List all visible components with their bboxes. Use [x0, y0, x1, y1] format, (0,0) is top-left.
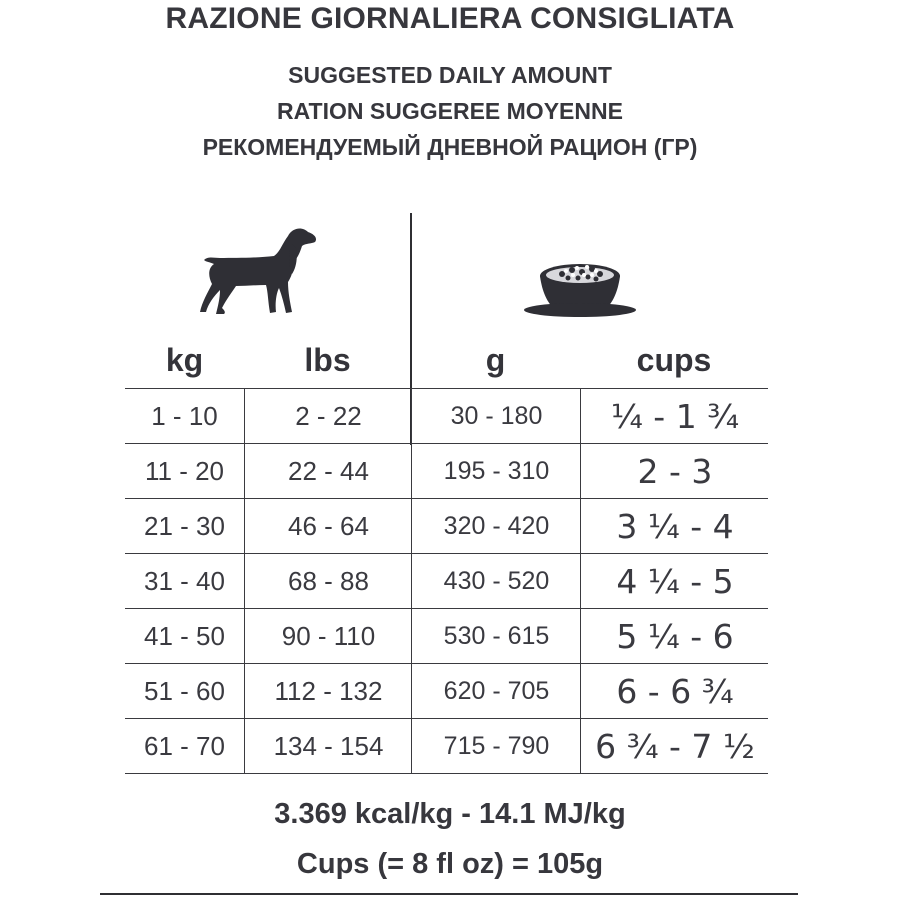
cell-g: 715 - 790: [411, 719, 581, 773]
subtitle-english: SUGGESTED DAILY AMOUNT: [288, 62, 612, 88]
bottom-divider: [100, 893, 798, 895]
cup-conversion: Cups (= 8 fl oz) = 105g: [296, 848, 604, 880]
column-header-g: g: [485, 342, 506, 378]
cell-cups: 6 ¾ - 7 ½: [580, 719, 769, 773]
subtitle-french: RATION SUGGEREE MOYENNE: [277, 98, 623, 124]
cell-lbs: 2 - 22: [244, 389, 412, 443]
cell-g: 195 - 310: [411, 444, 581, 498]
column-header-cups: cups: [636, 342, 712, 378]
cell-lbs: 112 - 132: [244, 664, 412, 718]
cell-cups: 4 ¼ - 5: [580, 554, 769, 608]
feeding-table: [125, 388, 768, 774]
cell-g: 620 - 705: [411, 664, 581, 718]
cell-kg: 21 - 30: [144, 510, 225, 541]
cell-cups: ¼ - 1 ¾: [580, 389, 769, 443]
subtitle-russian: РЕКОМЕНДУЕМЫЙ ДНЕВНОЙ РАЦИОН (ГР): [202, 134, 698, 160]
cell-kg: 11 - 20: [144, 455, 224, 486]
energy-value: 3.369 kcal/kg - 14.1 MJ/kg: [274, 798, 626, 830]
cell-kg: 1 - 10: [151, 400, 218, 431]
table-row: [125, 388, 768, 443]
cell-g: 320 - 420: [411, 499, 581, 553]
cell-lbs: 90 - 110: [244, 609, 412, 663]
column-header-lbs: lbs: [304, 342, 351, 378]
cell-kg: 51 - 60: [144, 675, 225, 706]
cell-kg: 41 - 50: [144, 620, 225, 651]
cell-lbs: 68 - 88: [244, 554, 412, 608]
cell-g: 530 - 615: [411, 609, 581, 663]
table-row: [125, 663, 768, 718]
cell-cups: 2 - 3: [580, 444, 769, 498]
column-header-kg: kg: [165, 342, 204, 378]
cell-cups: 5 ¼ - 6: [580, 609, 769, 663]
table-row: [125, 498, 768, 553]
cell-lbs: 22 - 44: [244, 444, 412, 498]
dog-silhouette-icon: [196, 222, 320, 318]
cell-cups: 3 ¼ - 4: [580, 499, 769, 553]
page-title: RAZIONE GIORNALIERA CONSIGLIATA: [165, 2, 735, 35]
cell-lbs: 46 - 64: [244, 499, 412, 553]
cell-g: 430 - 520: [411, 554, 581, 608]
cell-g: 30 - 180: [411, 389, 581, 443]
cell-kg: 31 - 40: [144, 565, 225, 596]
table-row: [125, 608, 768, 663]
cell-lbs: 134 - 154: [244, 719, 412, 773]
table-row: [125, 443, 768, 498]
table-row: [125, 553, 768, 608]
food-bowl-icon: [520, 256, 640, 320]
cell-cups: 6 - 6 ¾: [580, 664, 769, 718]
table-row: [125, 718, 768, 774]
cell-kg: 61 - 70: [144, 730, 225, 761]
